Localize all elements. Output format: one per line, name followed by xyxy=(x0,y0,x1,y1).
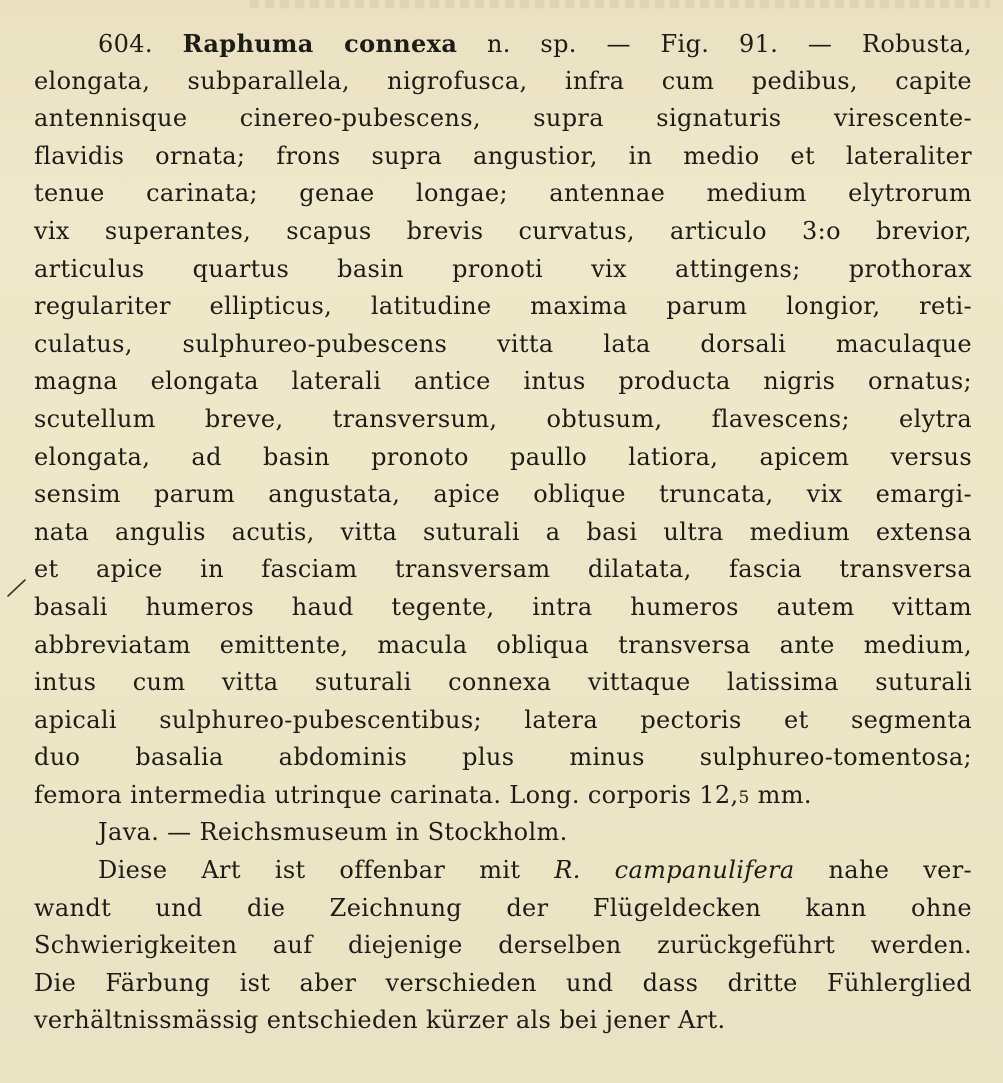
text-line: culatus, sulphureo-pubescens vitta lata dorsali maculaque xyxy=(34,329,972,358)
text-line: wandt und die Zeichnung der Flügeldecken kann ohne xyxy=(34,893,972,922)
text-line: vix superantes, scapus brevis curvatus, articulo 3:o brevior, xyxy=(34,216,972,245)
related-taxon: R. campanulifera xyxy=(554,856,795,885)
text-line: elongata, ad basin pronoto paullo latiora, apicem versus xyxy=(34,442,972,471)
text-line: elongata, subparallela, nigrofusca, infra cum pedibus, capite xyxy=(34,66,972,95)
text-line: nata angulis acutis, vitta suturali a basi ultra medium extensa xyxy=(34,517,972,546)
body-length-line xyxy=(34,777,972,815)
remarks-text: nahe ver- xyxy=(794,856,972,885)
text-line: abbreviatam emittente, macula obliqua transversa ante medium, xyxy=(34,630,972,659)
text-line: flavidis ornata; frons supra angustior, in medio et lateraliter xyxy=(34,141,972,170)
species-description xyxy=(34,25,972,1040)
show-through-text xyxy=(250,0,990,8)
text-line: Die Färbung ist aber verschieden und dass dritte Fühlerglied xyxy=(34,968,972,997)
text-line: magna elongata laterali antice intus producta nigris ornatus; xyxy=(34,367,972,396)
length-unit: mm. xyxy=(749,780,812,809)
species-name: Raphuma connexa xyxy=(182,29,458,58)
text-line: et apice in fasciam transversam dilatata, fascia transversa xyxy=(34,555,972,584)
remarks-text: Diese Art ist offenbar mit xyxy=(98,856,555,885)
locality-line: Java. — Reichsmuseum in Stockholm. xyxy=(98,818,568,847)
text-line: articulus quartus basin pronoti vix attingens; prothorax xyxy=(34,254,972,283)
text-line: sensim parum angustata, apice oblique truncata, vix emargi- xyxy=(34,480,972,509)
text-line: intus cum vitta suturali connexa vittaque latissima suturali xyxy=(34,668,972,697)
text-line: duo basalia abdominis plus minus sulphureo-tomentosa; xyxy=(34,743,972,772)
text-line: apicali sulphureo-pubescentibus; latera pectoris et segmenta xyxy=(34,705,972,734)
length-decimal: 5 xyxy=(738,787,750,808)
entry-number: 604. xyxy=(98,30,153,58)
entry-heading-line xyxy=(34,25,972,63)
text-line: regulariter ellipticus, latitudine maxima parum longior, reti- xyxy=(34,292,972,321)
text-line: Schwierigkeiten auf diejenige derselben zurückgeführt werden. xyxy=(34,931,972,960)
text-line: antennisque cinereo-pubescens, supra signaturis virescente- xyxy=(34,104,972,133)
pencil-tick-mark xyxy=(6,575,28,599)
entry-status: n. sp. — Fig. 91. — Robusta, xyxy=(486,30,972,58)
text-line: basali humeros haud tegente, intra humeros autem vittam xyxy=(34,592,972,621)
remarks-first-line xyxy=(34,852,972,890)
text-line: scutellum breve, transversum, obtusum, flavescens; elytra xyxy=(34,404,972,433)
length-text: femora intermedia utrinque carinata. Long. corporis 12, xyxy=(34,780,739,809)
text-line: verhältnissmässig entschieden kürzer als bei jener Art. xyxy=(34,1006,726,1035)
text-line: tenue carinata; genae longae; antennae medium elytrorum xyxy=(34,179,972,208)
